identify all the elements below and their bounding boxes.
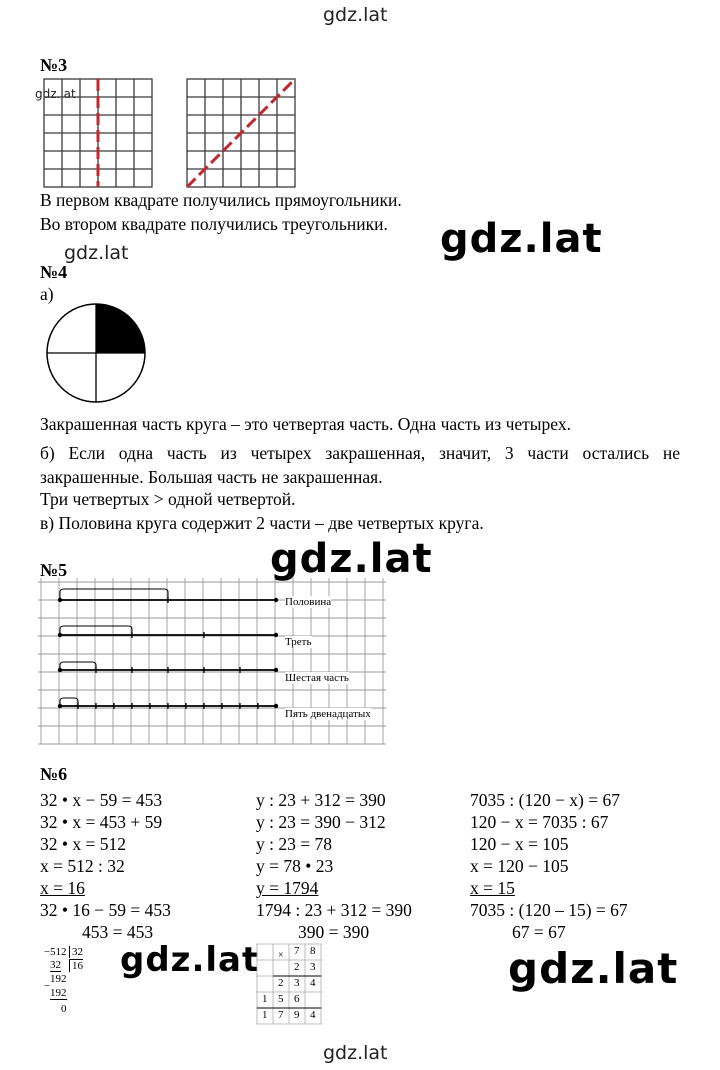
segment-sixth	[58, 662, 278, 673]
label-half: Половина	[285, 596, 332, 608]
quarter-circle	[42, 302, 154, 404]
watermark-big-4: gdz.lat	[508, 944, 679, 993]
watermark-big-1: gdz.lat	[440, 216, 603, 262]
task4-line-b1: б) Если одна часть из четырех закрашенная, значит, 3 части остались не	[40, 443, 680, 463]
mult-digit: 3	[310, 961, 316, 973]
watermark-bottom: gdz.lat	[323, 1042, 388, 1064]
ld-result: 0	[61, 1003, 67, 1015]
mult-sign: ×	[278, 950, 284, 961]
mult-digit: 5	[278, 993, 284, 1005]
fraction-grid	[38, 578, 388, 746]
eq1-line-1: 32 • x − 59 = 453	[40, 790, 163, 810]
label-five-twelfths: Пять двенадцатых	[285, 708, 371, 720]
eq2-line-4: y = 78 • 23	[256, 856, 334, 876]
watermark-big-3: gdz.lat	[120, 940, 260, 980]
label-third: Треть	[285, 636, 312, 648]
eq2-answer: y = 1794	[256, 878, 319, 898]
mult-digit: 1	[262, 993, 268, 1005]
task3-title: №3	[40, 55, 68, 75]
watermark-mid: gdz.lat	[64, 242, 129, 264]
grid-square-1	[43, 78, 155, 190]
ld-sub2: 192	[50, 987, 67, 999]
task4-title: №4	[40, 262, 68, 282]
eq3-line-2: 120 − x = 7035 : 67	[470, 812, 609, 832]
eq2-line-2: y : 23 = 390 − 312	[256, 812, 386, 832]
mult-digit: 4	[310, 977, 316, 989]
segment-half	[58, 589, 278, 603]
task4-line-b3: Три четвертых > одной четвертой.	[40, 489, 296, 509]
eq1-check: 32 • 16 − 59 = 453	[40, 900, 171, 920]
mult-digit: 7	[278, 1009, 284, 1021]
task4-a-label: а)	[40, 284, 54, 304]
eq3-line-4: x = 120 − 105	[470, 856, 569, 876]
eq1-line-3: 32 • x = 512	[40, 834, 126, 854]
mult-digit: 9	[294, 1009, 300, 1021]
eq3-check-result: 67 = 67	[512, 922, 566, 942]
task4-line-c: в) Половина круга содержит 2 части – две четвертых круга.	[40, 513, 484, 533]
task4-line-b2: закрашенные. Большая часть не закрашенная.	[40, 467, 383, 487]
mult-digit: 2	[294, 961, 300, 973]
grid-square-2	[186, 78, 298, 190]
ld-sub1: 32	[50, 959, 61, 971]
eq3-line-3: 120 − x = 105	[470, 834, 569, 854]
ld-quotient: 16	[69, 959, 83, 972]
eq3-check: 7035 : (120 – 15) = 67	[470, 900, 628, 920]
mult-digit: 7	[294, 945, 300, 957]
task3-line-1: В первом квадрате получились прямоугольники.	[40, 190, 402, 210]
ld-dividend: 512	[50, 946, 67, 958]
eq1-answer: x = 16	[40, 878, 85, 898]
mult-digit: 2	[278, 977, 284, 989]
eq1-check-result: 453 = 453	[82, 922, 154, 942]
watermark-top: gdz.lat	[323, 4, 388, 26]
task5-title: №5	[40, 560, 68, 580]
eq2-check-result: 390 = 390	[298, 922, 370, 942]
eq2-line-1: y : 23 + 312 = 390	[256, 790, 386, 810]
eq2-check: 1794 : 23 + 312 = 390	[256, 900, 412, 920]
watermark-big-2: gdz.lat	[270, 536, 433, 582]
task4-line-a: Закрашенная часть круга – это четвертая часть. Одна часть из четырех.	[40, 414, 571, 434]
eq3-answer: x = 15	[470, 878, 515, 898]
eq1-line-2: 32 • x = 453 + 59	[40, 812, 163, 832]
mult-digit: 3	[294, 977, 300, 989]
mult-digit: 1	[262, 1009, 268, 1021]
eq3-line-1: 7035 : (120 − x) = 67	[470, 790, 621, 810]
eq2-line-3: y : 23 = 78	[256, 834, 332, 854]
label-sixth: Шестая часть	[285, 672, 349, 684]
task6-title: №6	[40, 764, 68, 784]
mult-digit: 8	[310, 945, 316, 957]
watermark-small: gdz.lat	[35, 87, 76, 101]
mult-digit: 6	[294, 993, 300, 1005]
segment-five-twelfths	[58, 698, 278, 709]
task3-line-2: Во втором квадрате получились треугольники.	[40, 214, 388, 234]
mult-digit: 4	[310, 1009, 316, 1021]
eq1-line-4: x = 512 : 32	[40, 856, 125, 876]
ld-rem1: 192	[50, 973, 67, 985]
ld-divisor: 32	[69, 946, 83, 958]
